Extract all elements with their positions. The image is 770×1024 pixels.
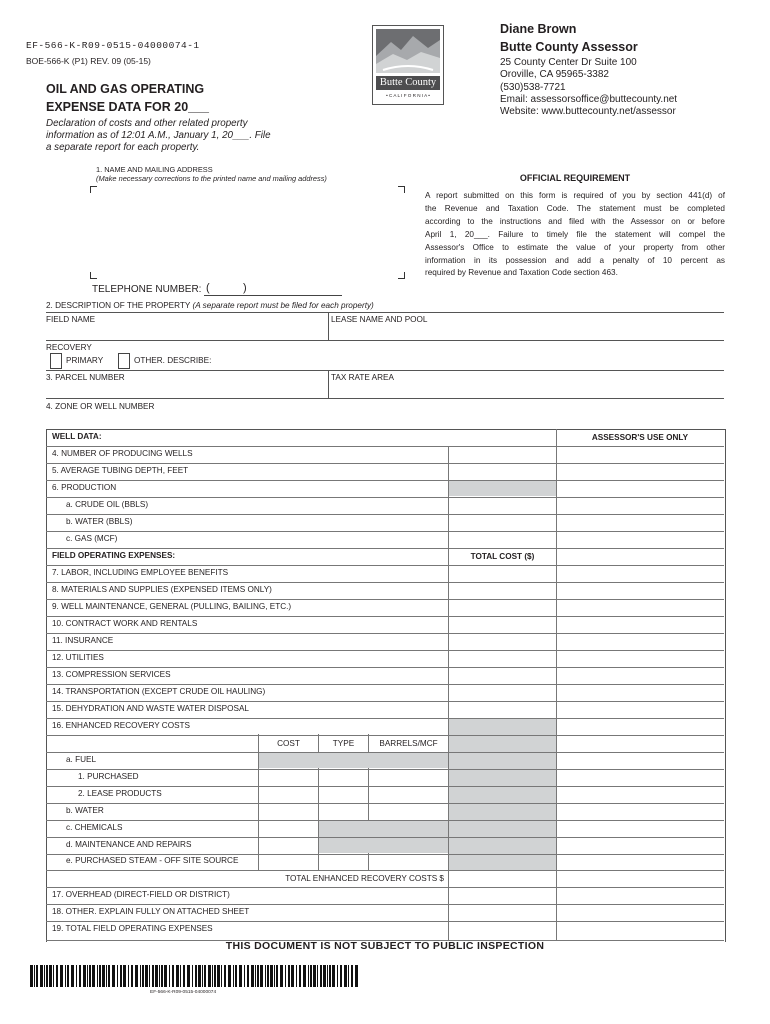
- barcode-bar: [112, 965, 115, 987]
- mountain-icon: [373, 26, 443, 74]
- tax-rate-area-label: TAX RATE AREA: [331, 373, 394, 382]
- row-label: 14. TRANSPORTATION (EXCEPT CRUDE OIL HAULING): [52, 687, 266, 696]
- barcode-bar: [317, 965, 318, 987]
- barcode-bar: [159, 965, 160, 987]
- barcode-bar: [140, 965, 141, 987]
- barcode-bar: [329, 965, 331, 987]
- assessor-use-heading: ASSESSOR'S USE ONLY: [591, 433, 689, 442]
- row-label: 7. LABOR, INCLUDING EMPLOYEE BENEFITS: [52, 568, 229, 577]
- section2-label: 2. DESCRIPTION OF THE PROPERTY: [46, 301, 191, 310]
- field-name-label: FIELD NAME: [46, 315, 96, 324]
- section3-top-rule: [46, 370, 724, 371]
- table-row[interactable]: [46, 480, 724, 498]
- section2-top-rule: [46, 312, 724, 313]
- barcode-bar: [92, 965, 95, 987]
- telephone-input[interactable]: [204, 295, 342, 296]
- row-label: c. GAS (MCF): [66, 534, 118, 543]
- barcode-bar: [355, 965, 358, 987]
- barcode-bar: [128, 965, 129, 987]
- section2-heading: [46, 301, 374, 310]
- assessor-contact: [500, 57, 677, 118]
- barcode-bar: [176, 965, 179, 987]
- official-line: A report submitted on this form is required of you by section 441(d) of: [425, 191, 725, 200]
- table-row[interactable]: [46, 650, 724, 668]
- barcode-bar: [40, 965, 43, 987]
- barcode-bar: [172, 965, 174, 987]
- logo-state: • C A L I F O R N I A •: [386, 93, 430, 98]
- official-line: Assessor's Office to estimate the value of your property from other: [425, 242, 725, 252]
- barcode-bar: [320, 965, 322, 987]
- barcode-bar: [221, 965, 222, 987]
- official-text: [425, 190, 725, 280]
- telephone-label: TELEPHONE NUMBER:: [92, 284, 202, 295]
- other-label: OTHER. DESCRIBE:: [134, 356, 212, 365]
- parcel-number-label: 3. PARCEL NUMBER: [46, 373, 125, 382]
- barcode-bar: [83, 965, 86, 987]
- field-expenses-heading: FIELD OPERATING EXPENSES:: [52, 551, 176, 560]
- row-label: 4. NUMBER OF PRODUCING WELLS: [52, 449, 193, 458]
- form-title-line2: EXPENSE DATA FOR 20___: [46, 100, 210, 114]
- table-row[interactable]: [46, 616, 724, 634]
- barcode-text: EF-566-K-R09-0515-04000074: [150, 990, 217, 995]
- barcode-bar: [244, 965, 245, 987]
- logo-county-name: Butte County: [376, 76, 440, 90]
- col-type-heading: TYPE: [332, 739, 355, 748]
- barcode-bar: [145, 965, 148, 987]
- table-row[interactable]: [46, 769, 724, 787]
- row-label: 9. WELL MAINTENANCE, GENERAL (PULLING, BAILING, ETC.): [52, 602, 292, 611]
- row-label: 13. COMPRESSION SERVICES: [52, 670, 171, 679]
- tax-rate-area-input[interactable]: [331, 384, 723, 398]
- barcode-bar: [142, 965, 144, 987]
- zone-well-input[interactable]: [46, 412, 724, 426]
- subtitle-line1: Declaration of costs and other related property: [46, 118, 248, 129]
- row-label: 12. UTILITIES: [52, 653, 104, 662]
- official-line: information in its possession and add a penalty of 10 percent as: [425, 255, 725, 265]
- barcode-bar: [217, 965, 220, 987]
- assessor-email: Email: assessorsoffice@buttecounty.net: [500, 93, 678, 105]
- table-row[interactable]: [46, 820, 724, 838]
- form-code: EF-566-K-R09-0515-04000074-1: [26, 40, 200, 51]
- primary-label: PRIMARY: [66, 356, 104, 365]
- barcode-bar: [276, 965, 278, 987]
- lease-name-label: LEASE NAME AND POOL: [331, 315, 428, 324]
- barcode-bar: [239, 965, 242, 987]
- barcode-bar: [285, 965, 286, 987]
- table-row[interactable]: [46, 786, 724, 804]
- form-revision: BOE-566-K (P1) REV. 09 (05-15): [26, 56, 151, 66]
- barcode-bar: [195, 965, 197, 987]
- table-row[interactable]: [46, 565, 724, 583]
- subtitle-line3: a separate report for each property.: [46, 142, 200, 153]
- barcode-bar: [255, 965, 256, 987]
- other-checkbox[interactable]: [118, 353, 130, 369]
- barcode-bar: [117, 965, 118, 987]
- barcode-bar: [260, 965, 263, 987]
- total-cost-heading: TOTAL COST ($): [470, 552, 535, 561]
- barcode-bar: [34, 965, 35, 987]
- subtitle-line2: information as of 12:01 A.M., January 1, 20___. File: [46, 130, 271, 141]
- barcode-bar: [49, 965, 52, 987]
- row-label: c. CHEMICALS: [66, 823, 123, 832]
- barcode-bar: [79, 965, 81, 987]
- barcode-bar: [288, 965, 290, 987]
- barcode-bar: [164, 965, 167, 987]
- barcode-bar: [257, 965, 259, 987]
- barcode-bar: [87, 965, 88, 987]
- barcode-bar: [224, 965, 226, 987]
- table-row[interactable]: [46, 667, 724, 685]
- barcode-bar: [265, 965, 266, 987]
- barcode-bar: [348, 965, 349, 987]
- row-label: 18. OTHER. EXPLAIN FULLY ON ATTACHED SHEET: [52, 907, 250, 916]
- table-row[interactable]: [46, 531, 724, 549]
- official-line: April 1, 20___. Failure to timely file the statement will compel the: [425, 229, 725, 239]
- barcode-bar: [344, 965, 347, 987]
- barcode-bar: [169, 965, 170, 987]
- official-line: the Revenue and Taxation Code. The statement must be completed: [425, 203, 725, 213]
- barcode-bar: [135, 965, 138, 987]
- row-label: e. PURCHASED STEAM - OFF SITE SOURCE: [66, 856, 239, 865]
- barcode-bar: [46, 965, 48, 987]
- barcode-bar: [76, 965, 77, 987]
- table-row[interactable]: [46, 633, 724, 651]
- table-row[interactable]: [46, 904, 724, 922]
- official-heading: OFFICIAL REQUIREMENT: [519, 173, 631, 183]
- field-expenses-header-row: [46, 548, 724, 566]
- form-title-line1: OIL AND GAS OPERATING: [46, 82, 205, 96]
- field-name-input[interactable]: [46, 325, 328, 339]
- address-corner-bl: [90, 272, 97, 279]
- barcode-bar: [131, 965, 133, 987]
- county-logo: [372, 25, 444, 105]
- row-label: 2. LEASE PRODUCTS: [78, 789, 162, 798]
- zone-well-label: 4. ZONE OR WELL NUMBER: [46, 402, 155, 411]
- table-row[interactable]: [46, 497, 724, 515]
- section2-note: (A separate report must be filed for each property): [192, 301, 374, 310]
- barcode-bar: [337, 965, 338, 987]
- barcode-bar: [183, 965, 185, 987]
- primary-checkbox[interactable]: [50, 353, 62, 369]
- public-inspection-notice: THIS DOCUMENT IS NOT SUBJECT TO PUBLIC INSPECTION: [225, 940, 545, 952]
- official-line: according to the instructions and filed with the Assessor on or before: [425, 216, 725, 226]
- section2-divider: [328, 312, 329, 340]
- barcode-bar: [89, 965, 91, 987]
- barcode-bar: [67, 965, 69, 987]
- barcode-bar: [303, 965, 306, 987]
- telephone-paren-open: (: [206, 282, 210, 294]
- section3-divider: [328, 370, 329, 398]
- barcode-bar: [192, 965, 193, 987]
- assessor-address2: Oroville, CA 95965-3382: [500, 69, 609, 81]
- row-label: 16. ENHANCED RECOVERY COSTS: [52, 721, 191, 730]
- table-row[interactable]: [46, 463, 724, 481]
- table-row[interactable]: [46, 701, 724, 719]
- barcode-bar: [56, 965, 58, 987]
- lease-name-input[interactable]: [331, 325, 723, 339]
- row-label: 6. PRODUCTION: [52, 483, 117, 492]
- barcode-bar: [313, 965, 316, 987]
- barcode-bar: [340, 965, 342, 987]
- barcode-bar: [251, 965, 254, 987]
- assessor-address1: 25 County Center Dr Suite 100: [500, 57, 637, 68]
- section1-label: 1. NAME AND MAILING ADDRESS: [96, 165, 213, 174]
- barcode-bar: [202, 965, 203, 987]
- table-row[interactable]: [46, 803, 724, 821]
- barcode-bar: [299, 965, 301, 987]
- table-row[interactable]: [46, 684, 724, 702]
- barcode-bar: [152, 965, 154, 987]
- table-row[interactable]: [46, 599, 724, 617]
- table-row[interactable]: [46, 853, 724, 871]
- barcode-bar: [97, 965, 98, 987]
- row-label: 17. OVERHEAD (DIRECT-FIELD OR DISTRICT): [52, 890, 230, 899]
- mailing-address-field[interactable]: [96, 190, 394, 270]
- barcode-bar: [274, 965, 275, 987]
- parcel-number-input[interactable]: [46, 384, 328, 398]
- row-label: d. MAINTENANCE AND REPAIRS: [66, 840, 192, 849]
- assessor-phone: (530)538-7721: [500, 81, 566, 93]
- barcode-bar: [123, 965, 126, 987]
- recovery-label: RECOVERY: [46, 343, 92, 352]
- address-corner-tr: [398, 186, 405, 193]
- barcode-bar: [235, 965, 237, 987]
- barcode-bar: [270, 965, 273, 987]
- barcode-bar: [214, 965, 216, 987]
- barcode-bar: [149, 965, 150, 987]
- table-row[interactable]: [46, 446, 724, 464]
- total-enhanced-label: TOTAL ENHANCED RECOVERY COSTS $: [285, 874, 444, 883]
- table-row[interactable]: [46, 921, 724, 941]
- barcode-bar: [323, 965, 326, 987]
- row-label: 10. CONTRACT WORK AND RENTALS: [52, 619, 198, 628]
- barcode-bar: [296, 965, 297, 987]
- barcode-bar: [102, 965, 105, 987]
- barcode-bar: [30, 965, 33, 987]
- assessor-office: Butte County Assessor: [500, 40, 638, 54]
- barcode-bar: [180, 965, 181, 987]
- row-label: 5. AVERAGE TUBING DEPTH, FEET: [52, 466, 189, 475]
- address-corner-br: [398, 272, 405, 279]
- row-label: a. CRUDE OIL (BBLS): [66, 500, 149, 509]
- barcode-bar: [291, 965, 294, 987]
- barcode-bar: [120, 965, 122, 987]
- barcode-bar: [108, 965, 110, 987]
- telephone-paren-close: ): [243, 282, 247, 294]
- barcode-bar: [233, 965, 234, 987]
- barcode: [30, 965, 358, 987]
- row-label: 19. TOTAL FIELD OPERATING EXPENSES: [52, 924, 213, 933]
- well-data-heading: WELL DATA:: [52, 432, 102, 441]
- barcode-bar: [106, 965, 107, 987]
- form-subtitle: [46, 118, 271, 154]
- col-barrels-heading: BARRELS/MCF: [379, 739, 438, 748]
- table-row[interactable]: [46, 752, 724, 770]
- barcode-bar: [247, 965, 249, 987]
- section2-mid-rule: [46, 340, 724, 341]
- barcode-bar: [332, 965, 335, 987]
- barcode-bar: [228, 965, 231, 987]
- table-row[interactable]: [46, 887, 724, 905]
- row-label: b. WATER: [66, 806, 104, 815]
- barcode-bar: [65, 965, 66, 987]
- row-label: b. WATER (BBLS): [66, 517, 133, 526]
- assessor-website: Website: www.buttecounty.net/assessor: [500, 106, 676, 118]
- barcode-bar: [208, 965, 211, 987]
- barcode-bar: [308, 965, 309, 987]
- barcode-bar: [310, 965, 312, 987]
- row-label: 11. INSURANCE: [52, 636, 114, 645]
- barcode-bar: [36, 965, 38, 987]
- table-row[interactable]: [46, 582, 724, 600]
- other-describe-input[interactable]: [218, 353, 723, 367]
- barcode-bar: [71, 965, 74, 987]
- barcode-bar: [212, 965, 213, 987]
- barcode-bar: [204, 965, 206, 987]
- row-label: 15. DEHYDRATION AND WASTE WATER DISPOSAL: [52, 704, 249, 713]
- section1-note: (Make necessary corrections to the printed name and mailing address): [96, 174, 327, 183]
- barcode-bar: [327, 965, 328, 987]
- official-line: required by Revenue and Taxation Code section 463.: [425, 268, 618, 278]
- assessor-name: Diane Brown: [500, 22, 577, 36]
- barcode-bar: [161, 965, 163, 987]
- barcode-bar: [280, 965, 283, 987]
- section4-top-rule: [46, 398, 724, 399]
- table-row[interactable]: [46, 718, 724, 736]
- barcode-bar: [53, 965, 54, 987]
- barcode-bar: [198, 965, 201, 987]
- row-label: a. FUEL: [66, 755, 97, 764]
- barcode-bar: [99, 965, 101, 987]
- barcode-bar: [267, 965, 269, 987]
- barcode-bar: [60, 965, 63, 987]
- row-label: 1. PURCHASED: [78, 772, 139, 781]
- barcode-bar: [155, 965, 158, 987]
- col-cost-heading: COST: [277, 739, 300, 748]
- barcode-bar: [351, 965, 353, 987]
- barcode-bar: [44, 965, 45, 987]
- barcode-bar: [187, 965, 190, 987]
- row-label: 8. MATERIALS AND SUPPLIES (EXPENSED ITEMS ONLY): [52, 585, 272, 594]
- table-row[interactable]: [46, 514, 724, 532]
